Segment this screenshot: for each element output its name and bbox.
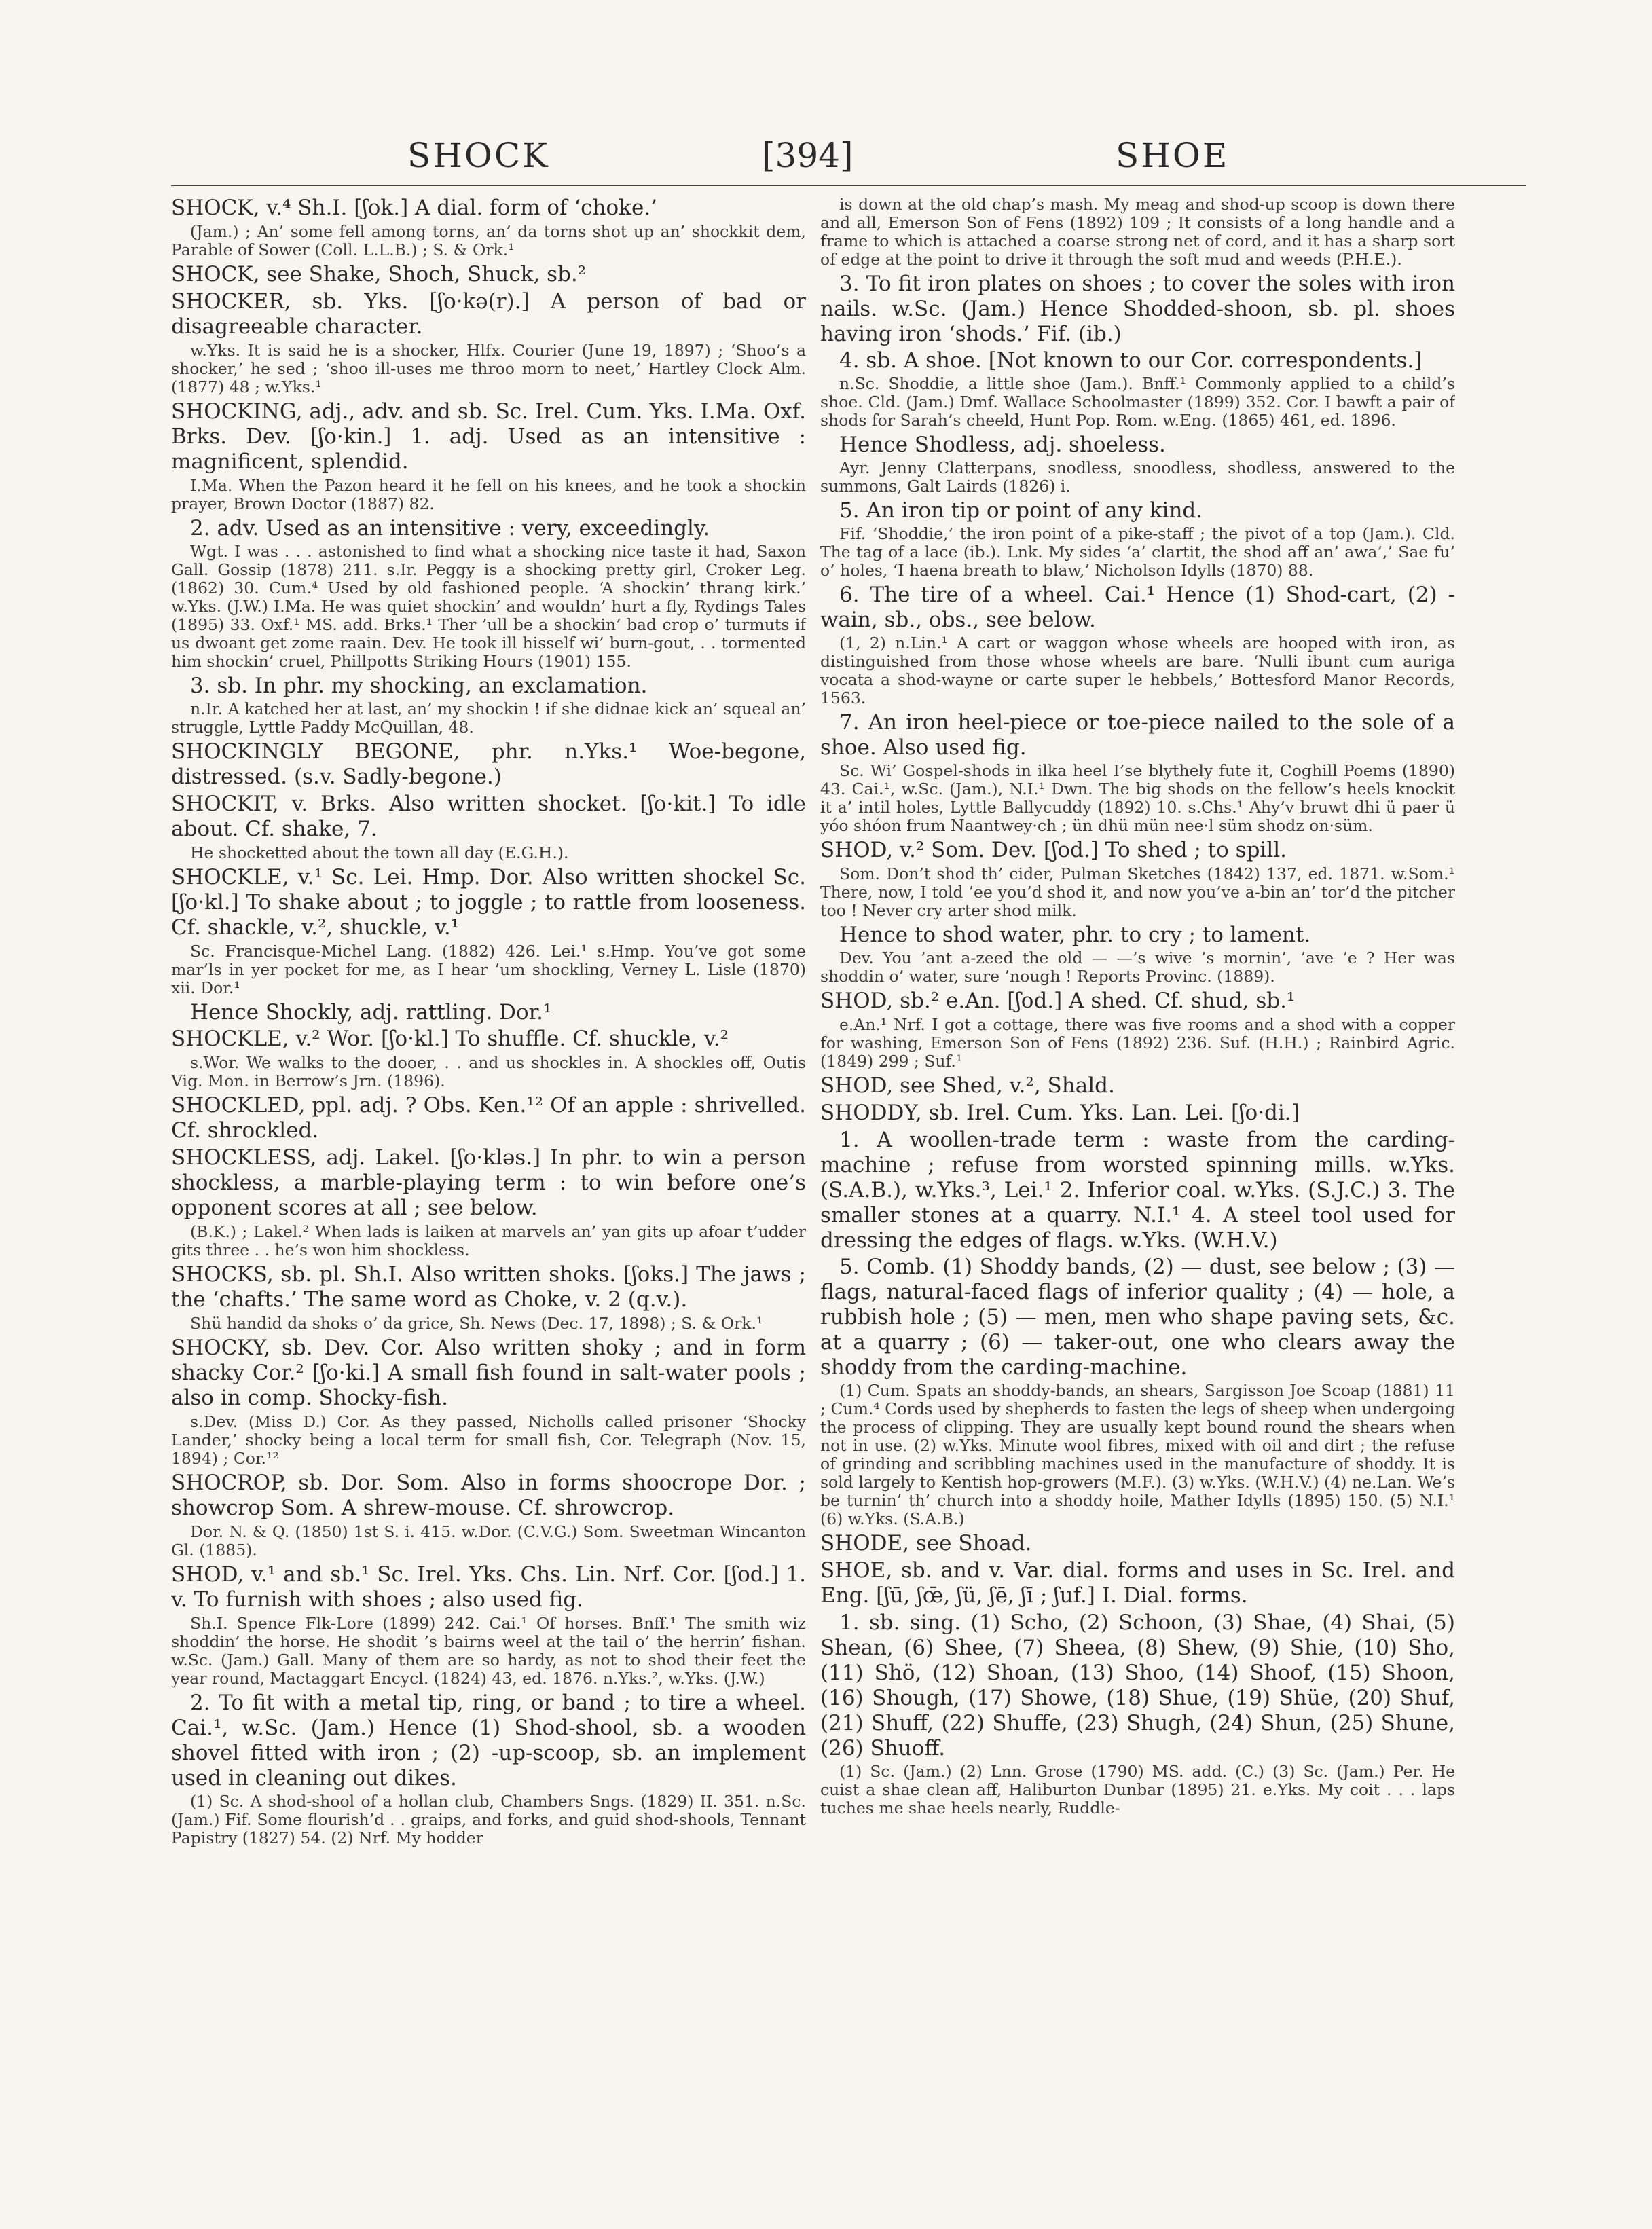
dictionary-entry: SHOCK, see Shake, Shoch, Shuck, sb.² bbox=[171, 262, 587, 287]
dictionary-entry: SHODDY, sb. Irel. Cum. Yks. Lan. Lei. [ʃo·di.] bbox=[820, 1101, 1300, 1125]
citation-block: e.An.¹ Nrf. I got a cottage, there was five rooms and a shod with a copper for washing, Emerson Son of Fens (1892) 236. Suf. (H.H.) ; Rainbird Agric. (1849) 299 ; Suf.¹ bbox=[820, 1015, 1455, 1071]
citation-block: Fif. ‘Shoddie,’ the iron point of a pike-staff ; the pivot of a top (Jam.). Cld. The tag of a lace (ib.). Lnk. My sides ‘a’ clartit, the shod aff an’ awa’,’ Sae fu’ o’ holes, ‘I haena breath to blaw,’ Nicholson Idylls (1870) 88. bbox=[820, 524, 1455, 580]
dictionary-entry: SHOD, v.¹ and sb.¹ Sc. Irel. Yks. Chs. Lin. Nrf. Cor. [ʃod.] 1. v. To furnish with shoes ; also used fig. bbox=[171, 1562, 806, 1612]
dictionary-entry: SHOCKINGLY BEGONE, phr. n.Yks.¹ Woe-begone, distressed. (s.v. Sadly-begone.) bbox=[171, 739, 806, 789]
citation-block: (1, 2) n.Lin.¹ A cart or waggon whose wheels are hooped with iron, as distinguished from those whose wheels are bare. ‘Nulli ibunt cum auriga vocata a shod-wayne or carte super le hebbels,’ Bottesford Manor Records, 1563. bbox=[820, 633, 1455, 707]
sense-paragraph: Hence to shod water, phr. to cry ; to lament. bbox=[839, 923, 1311, 947]
header-right-guideword: SHOE bbox=[1116, 136, 1230, 175]
citation-block: Wgt. I was . . . astonished to find what a shocking nice taste it had, Saxon Gall. Gossip (1878) 211. s.Ir. Peggy is a shocking pretty girl, Croker Leg. (1862) 30. Cum.⁴ Used by old fashioned people. ‘A shockin’ thrang kirk.’ w.Yks. (J.W.) I.Ma. He was quiet shockin’ and wouldn’ hurt a fly, Rydings Tales (1895) 33. Oxf.¹ MS. add. Brks.¹ Ther ’ull be a shockin’ bad crop o’ turmuts if us dwoant get zome raain. Dev. He took ill hisself wi’ burn-gout, . . tormented him shockin’ cruel, Phillpotts Striking Hours (1901) 155. bbox=[171, 542, 806, 671]
dictionary-entry: SHOCKIT, v. Brks. Also written shocket. [ʃo·kit.] To idle about. Cf. shake, 7. bbox=[171, 792, 806, 841]
sense-paragraph: 6. The tire of a wheel. Cai.¹ Hence (1) Shod-cart, (2) -wain, sb., obs., see below. bbox=[820, 583, 1455, 632]
dictionary-entry: SHOCKLED, ppl. adj. ? Obs. Ken.¹² Of an apple : shrivelled. Cf. shrockled. bbox=[171, 1093, 806, 1143]
right-column bbox=[820, 196, 1455, 2205]
sense-paragraph: 7. An iron heel-piece or toe-piece nailed to the sole of a shoe. Also used fig. bbox=[820, 710, 1455, 760]
dictionary-entry: SHOD, sb.² e.An. [ʃod.] A shed. Cf. shud, sb.¹ bbox=[820, 989, 1296, 1013]
citation-block: is down at the old chap’s mash. My meag and shod-up scoop is down there and all, Emerson Son of Fens (1892) 109 ; It consists of a long handle and a frame to which is attached a coarse strong net of cord, and it has a sharp sort of edge at the point to drive it through the soft mud and weeds (P.H.E.). bbox=[820, 196, 1455, 269]
dictionary-entry: SHOCKLE, v.² Wor. [ʃo·kl.] To shuffle. Cf. shuckle, v.² bbox=[171, 1027, 729, 1051]
citation-block: Shü handid da shoks o’ da grice, Sh. News (Dec. 17, 1898) ; S. & Ork.¹ bbox=[190, 1314, 763, 1333]
dictionary-entry: SHOCK, v.⁴ Sh.I. [ʃok.] A dial. form of ‘choke.’ bbox=[171, 196, 657, 220]
citation-block: s.Dev. (Miss D.) Cor. As they passed, Nicholls called prisoner ‘Shocky Lander,’ shocky being a local term for small fish, Cor. Telegraph (Nov. 15, 1894) ; Cor.¹² bbox=[171, 1412, 806, 1468]
sense-paragraph: 2. adv. Used as an intensitive : very, exceedingly. bbox=[190, 516, 710, 540]
citation-block: I.Ma. When the Pazon heard it he fell on his knees, and he took a shockin prayer, Brown Doctor (1887) 82. bbox=[171, 476, 806, 513]
dictionary-entry: SHODE, see Shoad. bbox=[820, 1531, 1032, 1555]
dictionary-entry: SHOCKY, sb. Dev. Cor. Also written shoky ; and in form shacky Cor.² [ʃo·ki.] A small fish found in salt-water pools ; also in comp. Shocky-fish. bbox=[171, 1335, 806, 1410]
citation-block: n.Sc. Shoddie, a little shoe (Jam.). Bnff.¹ Commonly applied to a child’s shoe. Cld. (Jam.) Dmf. Wallace Schoolmaster (1899) 352. Cor. I bawft a pair of shods for Sarah’s cheeld, Hunt Pop. Rom. w.Eng. (1865) 461, ed. 1896. bbox=[820, 374, 1455, 430]
citation-block: (Jam.) ; An’ some fell among torns, an’ da torns shot up an’ shockkit dem, Parable of Sower (Coll. L.L.B.) ; S. & Ork.¹ bbox=[171, 222, 806, 259]
dictionary-entry: SHOE, sb. and v. Var. dial. forms and uses in Sc. Irel. and Eng. [ʃū, ʃœ̄, ʃü, ʃē, ʃī ; ʃuf.] I. Dial. forms. bbox=[820, 1558, 1455, 1608]
header-left-guideword: SHOCK bbox=[407, 136, 550, 175]
dictionary-entry: SHOCROP, sb. Dor. Som. Also in forms shoocrope Dor. ; showcrop Som. A shrew-mouse. Cf. shrowcrop. bbox=[171, 1471, 806, 1520]
dictionary-entry: SHOCKLE, v.¹ Sc. Lei. Hmp. Dor. Also written shockel Sc. [ʃo·kl.] To shake about ; to joggle ; to rattle from looseness. Cf. shackle, v.², shuckle, v.¹ bbox=[171, 865, 806, 940]
citation-block: (1) Sc. (Jam.) (2) Lnn. Grose (1790) MS. add. (C.) (3) Sc. (Jam.) Per. He cuist a shae clean aff, Haliburton Dunbar (1895) 21. e.Yks. My coit . . . laps tuches me shae heels nearly, Ruddle- bbox=[820, 1762, 1455, 1818]
dictionary-entry: SHOD, v.² Som. Dev. [ʃod.] To shed ; to spill. bbox=[820, 838, 1287, 862]
sense-paragraph: 5. Comb. (1) Shoddy bands, (2) — dust, see below ; (3) — flags, natural-faced flags of inferior quality ; (4) — hole, a rubbish hole ; (5) — men, men who shape paving sets, &c. at a quarry ; (6) — taker-out, one who clears away the shoddy from the carding-machine. bbox=[820, 1255, 1455, 1380]
citation-block: Sh.I. Spence Flk-Lore (1899) 242. Cai.¹ Of horses. Bnff.¹ The smith wiz shoddin’ the horse. He shodit ’s bairns weel at the tail o’ the herrin’ fishan. w.Sc. (Jam.) Gall. Many of them are so hardy, as not to shod their feet the year round, Mactaggart Encycl. (1824) 43, ed. 1876. n.Yks.², w.Yks. (J.W.) bbox=[171, 1614, 806, 1688]
sense-paragraph: Hence Shodless, adj. shoeless. bbox=[839, 432, 1166, 457]
citation-block: s.Wor. We walks to the dooer, . . and us shockles in. A shockles off, Outis Vig. Mon. in Berrow’s Jrn. (1896). bbox=[171, 1053, 806, 1090]
citation-block: He shocketted about the town all day (E.G.H.). bbox=[190, 843, 569, 862]
citation-block: (B.K.) ; Lakel.² When lads is laiken at marvels an’ yan gits up afoar t’udder gits three . . he’s won him shockless. bbox=[171, 1222, 806, 1259]
sense-paragraph: 3. To fit iron plates on shoes ; to cover the soles with iron nails. w.Sc. (Jam.) Hence Shodded-shoon, sb. pl. shoes having iron ‘shods.’ Fif. (ib.) bbox=[820, 272, 1455, 346]
dictionary-entry: SHOD, see Shed, v.², Shald. bbox=[820, 1073, 1115, 1098]
sense-paragraph: Hence Shockly, adj. rattling. Dor.¹ bbox=[190, 1000, 552, 1025]
left-column bbox=[171, 196, 806, 2205]
dictionary-entry: SHOCKS, sb. pl. Sh.I. Also written shoks. [ʃoks.] The jaws ; the ‘chafts.’ The same word as Choke, v. 2 (q.v.). bbox=[171, 1262, 806, 1312]
sense-paragraph: 4. sb. A shoe. [Not known to our Cor. correspondents.] bbox=[839, 348, 1422, 373]
citation-block: Dev. You ’ant a-zeed the old — —’s wive ’s mornin’, ’ave ’e ? Her was shoddin o’ water, sure ’nough ! Reports Provinc. (1889). bbox=[820, 948, 1455, 986]
citation-block: (1) Sc. A shod-shool of a hollan club, Chambers Sngs. (1829) II. 351. n.Sc. (Jam.) Fif. Some flourish’d . . graips, and forks, and guid shod-shools, Tennant Papistry (1827) 54. (2) Nrf. My hodder bbox=[171, 1792, 806, 1847]
page-number: [394] bbox=[762, 136, 853, 175]
sense-paragraph: 1. A woollen-trade term : waste from the carding-machine ; refuse from worsted spinning mills. w.Yks. (S.A.B.), w.Yks.³, Lei.¹ 2. Inferior coal. w.Yks. (S.J.C.) 3. The smaller stones at a quarry. N.I.¹ 4. A steel tool used for dressing the edges of flags. w.Yks. (W.H.V.) bbox=[820, 1128, 1455, 1253]
sense-paragraph: 1. sb. sing. (1) Scho, (2) Schoon, (3) Shae, (4) Shai, (5) Shean, (6) Shee, (7) Sheea, (8) Shew, (9) Shie, (10) Sho, (11) Shö, (12) Shoan, (13) Shoo, (14) Shoof, (15) Shoon, (16) Shough, (17) Showe, (18) Shue, (19) Shüe, (20) Shuf, (21) Shuff, (22) Shuffe, (23) Shugh, (24) Shun, (25) Shune, (26) Shuoff. bbox=[820, 1610, 1455, 1761]
sense-paragraph: 3. sb. In phr. my shocking, an exclamation. bbox=[190, 674, 648, 698]
citation-block: Sc. Wi’ Gospel-shods in ilka heel I’se blythely fute it, Coghill Poems (1890) 43. Cai.¹, w.Sc. (Jam.), N.I.¹ Dwn. The big shods on the fellow’s heels knockit it a’ intil holes, Lyttle Ballycuddy (1892) 10. s.Chs.¹ Ahy’v bruwt dhi ü paer ü yóo shóon frum Naantwey·ch ; ün dhü mün nee·l süm shodz on·süm. bbox=[820, 761, 1455, 835]
citation-block: n.Ir. A katched her at last, an’ my shockin ! if she didnae kick an’ squeal an’ struggle, Lyttle Paddy McQuillan, 48. bbox=[171, 699, 806, 737]
citation-block: (1) Cum. Spats an shoddy-bands, an shears, Sargisson Joe Scoap (1881) 11 ; Cum.⁴ Cords used by shepherds to fasten the legs of sheep when undergoing the process of clipping. They are usually kept bound round the shears when not in use. (2) w.Yks. Minute wool fibres, mixed with oil and dirt ; the refuse of grinding and scribbling machines used in the manufacture of shoddy. It is sold largely to Kentish hop-growers (M.F.). (3) w.Yks. (W.H.V.) (4) ne.Lan. We’s be turnin’ th’ church into a shoddy hoile, Mather Idylls (1895) 150. (5) N.I.¹ (6) w.Yks. (S.A.B.) bbox=[820, 1381, 1455, 1528]
dictionary-entry: SHOCKLESS, adj. Lakel. [ʃo·kləs.] In phr. to win a person shockless, a marble-playing term : to win before one’s opponent scores at all ; see below. bbox=[171, 1145, 806, 1220]
dictionary-entry: SHOCKER, sb. Yks. [ʃo·kə(r).] A person of bad or disagreeable character. bbox=[171, 289, 806, 339]
header-rule bbox=[171, 185, 1526, 186]
sense-paragraph: 2. To fit with a metal tip, ring, or band ; to tire a wheel. Cai.¹, w.Sc. (Jam.) Hence (1) Shod-shool, sb. a wooden shovel fitted with iron ; (2) -up-scoop, sb. an implement used in cleaning out dikes. bbox=[171, 1691, 806, 1790]
citation-block: Sc. Francisque-Michel Lang. (1882) 426. Lei.¹ s.Hmp. You’ve got some mar’ls in yer pocket for me, as I hear ’um shockling, Verney L. Lisle (1870) xii. Dor.¹ bbox=[171, 942, 806, 997]
citation-block: Som. Don’t shod th’ cider, Pulman Sketches (1842) 137, ed. 1871. w.Som.¹ There, now, I told ’ee you’d shod it, and now you’ve a-bin an’ tor’d the pitcher too ! Never cry arter shod milk. bbox=[820, 864, 1455, 920]
sense-paragraph: 5. An iron tip or point of any kind. bbox=[839, 498, 1203, 523]
citation-block: Ayr. Jenny Clatterpans, snodless, snoodless, shodless, answered to the summons, Galt Lairds (1826) i. bbox=[820, 458, 1455, 496]
page-header bbox=[0, 136, 1652, 190]
citation-block: Dor. N. & Q. (1850) 1st S. i. 415. w.Dor. (C.V.G.) Som. Sweetman Wincanton Gl. (1885). bbox=[171, 1522, 806, 1560]
dictionary-entry: SHOCKING, adj., adv. and sb. Sc. Irel. Cum. Yks. I.Ma. Oxf. Brks. Dev. [ʃo·kin.] 1. adj. Used as an intensitive : magnificent, splendid. bbox=[171, 399, 806, 474]
citation-block: w.Yks. It is said he is a shocker, Hlfx. Courier (June 19, 1897) ; ‘Shoo’s a shocker,’ he sed ; ‘shoo ill-uses me throo morn to neet,’ Hartley Clock Alm. (1877) 48 ; w.Yks.¹ bbox=[171, 341, 806, 397]
